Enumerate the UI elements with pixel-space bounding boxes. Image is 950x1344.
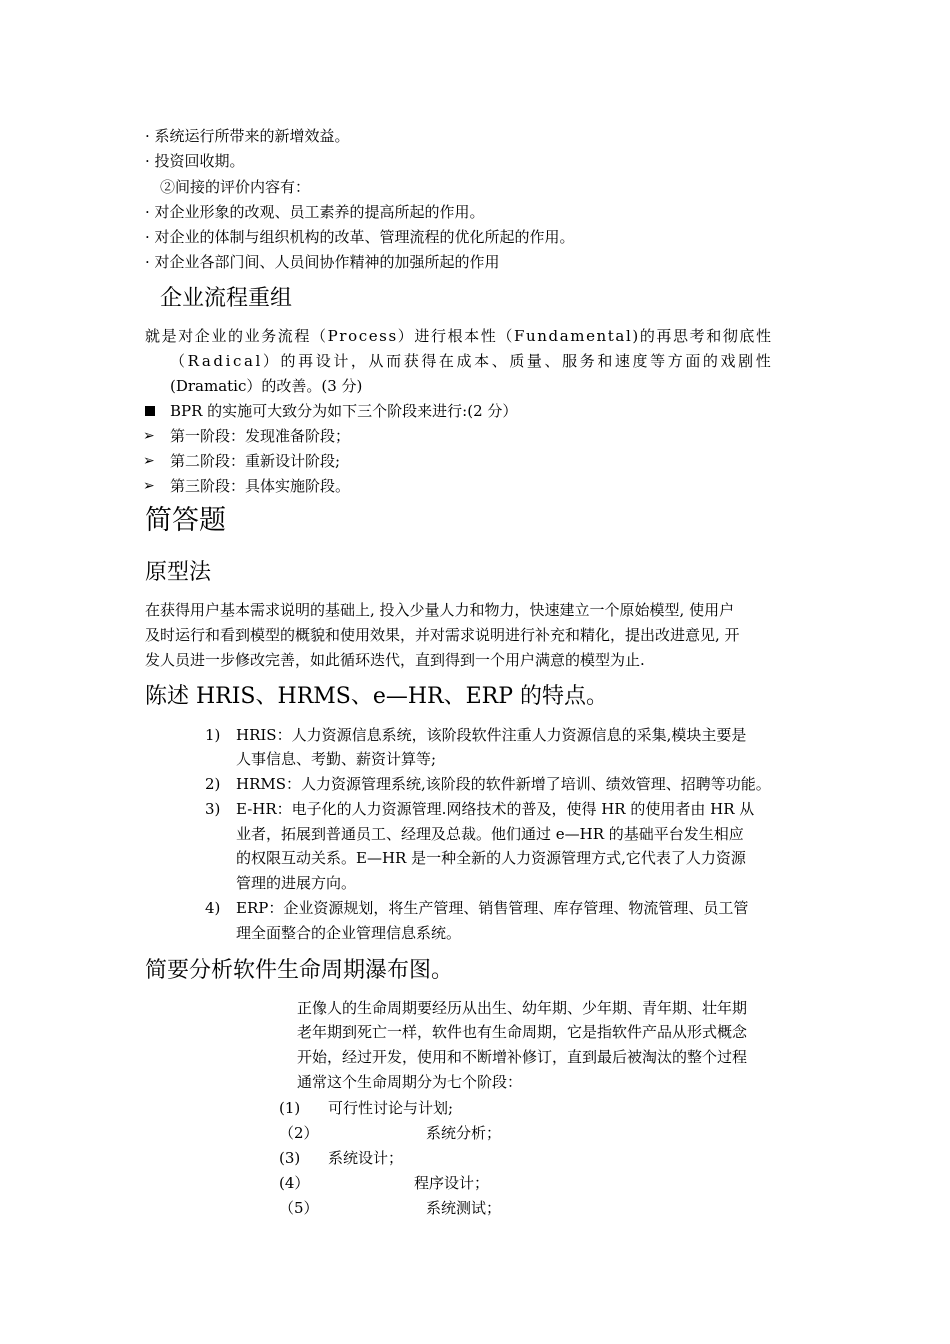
arrow-bullet-icon: ➢ [143, 478, 155, 494]
bpr-stage: 第一阶段：发现准备阶段； [170, 427, 351, 445]
list-number: 3) [205, 800, 221, 818]
hris-item-line: E-HR：电子化的人力资源管理.网络技术的普及，使得 HR 的使用者由 HR 从 [236, 800, 755, 818]
hris-item-line: HRIS：人力资源信息系统，该阶段软件注重人力资源信息的采集,模块主要是 [236, 726, 747, 744]
phase-label: 系统分析； [426, 1124, 502, 1142]
phase-number: (3) [279, 1149, 301, 1167]
phase-number: (1) [279, 1099, 301, 1117]
list-number: 1) [205, 726, 221, 744]
arrow-bullet-icon: ➢ [143, 453, 155, 469]
lifecycle-paragraph-line: 老年期到死亡一样，软件也有生命周期，它是指软件产品从形式概念 [297, 1023, 748, 1041]
eval-indirect-item: · 对企业的体制与组织机构的改革、管理流程的优化所起的作用。 [145, 228, 575, 246]
phase-number: (4） [279, 1174, 310, 1192]
eval-indirect-item: · 对企业各部门间、人员间协作精神的加强所起的作用 [145, 253, 500, 271]
hris-item-line: ERP：企业资源规划，将生产管理、销售管理、库存管理、物流管理、员工管 [236, 899, 749, 917]
prototype-paragraph-line: 及时运行和看到模型的概貌和使用效果，并对需求说明进行补充和精化，提出改进意见, 开 [145, 626, 740, 644]
hris-item-line: 的权限互动关系。E—HR 是一种全新的人力资源管理方式,它代表了人力资源 [236, 849, 746, 867]
bpr-definition-line: （Radical）的再设计，从而获得在成本、质量、服务和速度等方面的戏剧性 [170, 352, 774, 370]
hris-item-line: 人事信息、考勤、薪资计算等; [236, 750, 437, 768]
bpr-stage: 第三阶段：具体实施阶段。 [170, 477, 351, 495]
bpr-heading: 企业流程重组 [160, 286, 293, 311]
lifecycle-paragraph-line: 开始，经过开发，使用和不断增补修订，直到最后被淘汰的整个过程 [297, 1048, 748, 1066]
bpr-definition-line: 就是对企业的业务流程（Process）进行根本性（Fundamental)的再思考和彻底性 [145, 327, 773, 345]
eval-direct-item: · 系统运行所带来的新增效益。 [145, 127, 350, 145]
prototype-paragraph-line: 在获得用户基本需求说明的基础上, 投入少量人力和物力，快速建立一个原始模型, 使用户 [145, 601, 735, 619]
eval-indirect-item: · 对企业形象的改观、员工素养的提高所起的作用。 [145, 203, 485, 221]
hris-item-line: 业者，拓展到普通员工、经理及总裁。他们通过 e—HR 的基础平台发生相应 [236, 825, 744, 843]
phase-label: 程序设计； [414, 1174, 490, 1192]
hris-heading: 陈述 HRIS、HRMS、e—HR、ERP 的特点。 [145, 684, 609, 709]
lifecycle-heading: 简要分析软件生命周期瀑布图。 [145, 958, 454, 983]
bpr-definition-line: (Dramatic）的改善。(3 分) [170, 377, 363, 395]
phase-label: 系统设计； [328, 1149, 404, 1167]
prototype-paragraph-line: 发人员进一步修改完善，如此循环迭代，直到得到一个用户满意的模型为止. [145, 651, 645, 669]
phase-number: （5） [279, 1199, 319, 1217]
phase-label: 系统测试； [426, 1199, 502, 1217]
eval-indirect-heading: ②间接的评价内容有： [160, 178, 311, 196]
bpr-stage: 第二阶段：重新设计阶段; [170, 452, 341, 470]
list-number: 2) [205, 775, 221, 793]
lifecycle-paragraph-line: 正像人的生命周期要经历从出生、幼年期、少年期、青年期、壮年期 [297, 999, 748, 1017]
phase-label: 可行性讨论与计划; [328, 1099, 454, 1117]
arrow-bullet-icon: ➢ [143, 428, 155, 444]
section-title: 简答题 [145, 505, 226, 536]
eval-direct-item: · 投资回收期。 [145, 152, 245, 170]
prototype-heading: 原型法 [145, 560, 212, 585]
list-number: 4) [205, 899, 221, 917]
hris-item-line: 理全面整合的企业管理信息系统。 [236, 924, 462, 942]
phase-number: （2） [279, 1124, 319, 1142]
lifecycle-paragraph-line: 通常这个生命周期分为七个阶段： [297, 1073, 523, 1091]
hris-item-line: HRMS：人力资源管理系统,该阶段的软件新增了培训、绩效管理、招聘等功能。 [236, 775, 771, 793]
square-bullet-icon [145, 406, 155, 416]
bpr-stages-intro: BPR 的实施可大致分为如下三个阶段来进行:(2 分） [170, 402, 518, 420]
hris-item-line: 管理的进展方向。 [236, 874, 357, 892]
